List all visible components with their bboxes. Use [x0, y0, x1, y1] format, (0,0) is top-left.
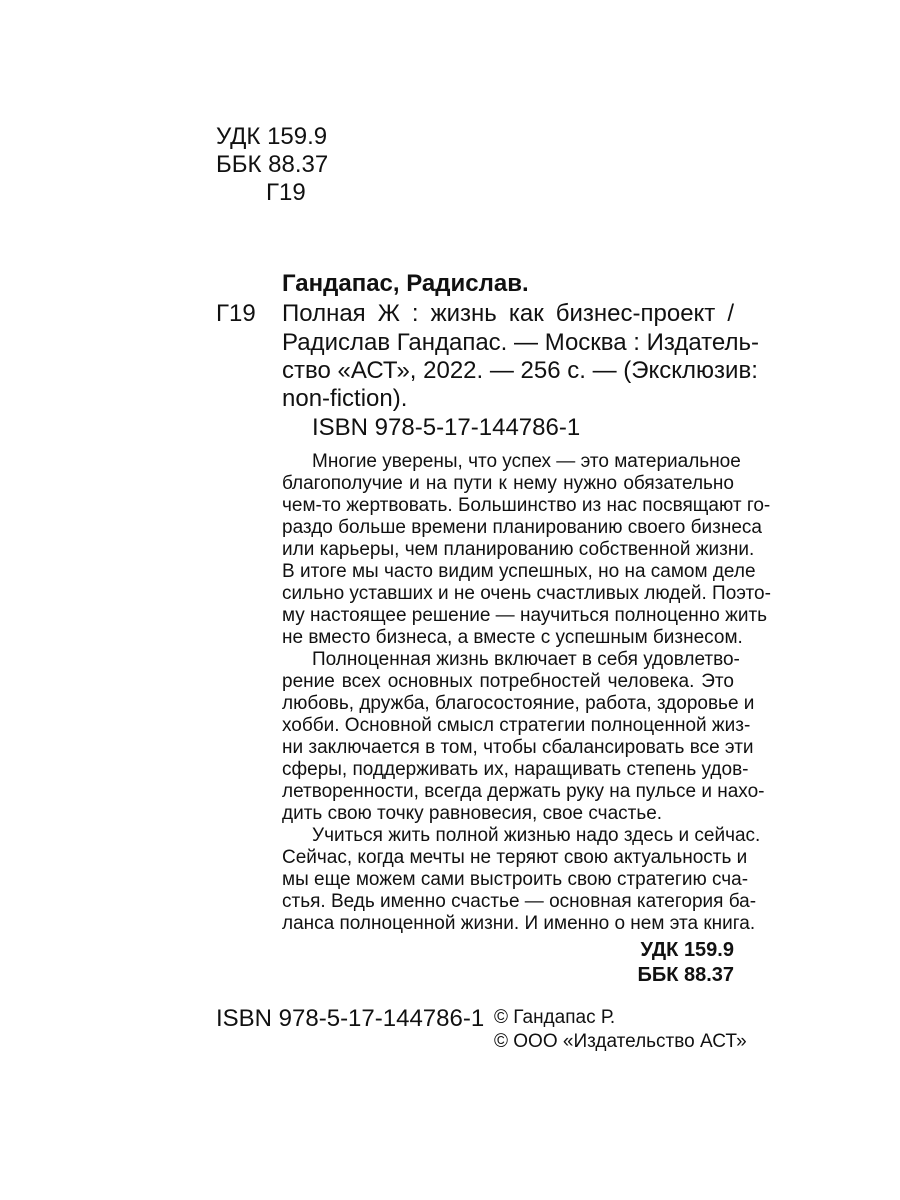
udk-code: УДК 159.9 [216, 123, 328, 150]
annotation-line: не вместо бизнеса, а вместе с успешным бизнесом. [282, 627, 743, 648]
annotation-line: стья. Ведь именно счастье — основная категория ба- [282, 891, 757, 912]
title-line: Радислав Гандапас. — Москва : Издатель- [282, 329, 759, 356]
annotation-line: чем-то жертвовать. Большинство из нас посвящают го- [282, 495, 771, 516]
annotation-line: летворенности, всегда держать руку на пульсе и нахо- [282, 781, 765, 802]
annotation-line: ланса полноценной жизни. И именно о нем эта книга. [282, 913, 756, 934]
title-line: Полная Ж : жизнь как бизнес-проект / [282, 300, 734, 327]
isbn-bottom: ISBN 978-5-17-144786-1 [216, 1005, 485, 1032]
annotation-line: ни заключается в том, чтобы сбалансировать все эти [282, 737, 754, 758]
annotation-line: мы еще можем сами выстроить свою стратегию сча- [282, 869, 749, 890]
annotation-line: благополучие и на пути к нему нужно обязательно [282, 473, 734, 494]
annotation-line: рение всех основных потребностей человека. Это [282, 671, 734, 692]
annotation-line: сферы, поддерживать их, наращивать степень удов- [282, 759, 749, 780]
copyright-publisher: © ООО «Издательство АСТ» [494, 1031, 747, 1052]
isbn: ISBN 978-5-17-144786-1 [312, 414, 581, 441]
author-mark: Г19 [266, 179, 306, 206]
footer-udk-code: УДК 159.9 [640, 939, 734, 961]
record-author-mark: Г19 [216, 300, 256, 327]
title-line: ство «АСТ», 2022. — 256 с. — (Эксклюзив: [282, 357, 758, 384]
annotation-line: му настоящее решение — научиться полноценно жить [282, 605, 768, 626]
annotation-line: Многие уверены, что успех — это материальное [312, 451, 741, 472]
annotation-line: Учиться жить полной жизнью надо здесь и сейчас. [312, 825, 761, 846]
author-name: Гандапас, Радислав. [282, 270, 529, 297]
bbk-code: ББК 88.37 [216, 151, 329, 178]
title-line: non-fiction). [282, 385, 408, 412]
annotation-line: или карьеры, чем планированию собственной жизни. [282, 539, 755, 560]
annotation-line: хобби. Основной смысл стратегии полноценной жиз- [282, 715, 751, 736]
annotation-line: Полноценная жизнь включает в себя удовлетво- [312, 649, 740, 670]
annotation-line: Сейчас, когда мечты не теряют свою актуальность и [282, 847, 748, 868]
annotation-line: В итоге мы часто видим успешных, но на самом деле [282, 561, 756, 582]
annotation-line: раздо больше времени планированию своего бизнеса [282, 517, 762, 538]
footer-bbk-code: ББК 88.37 [637, 964, 734, 986]
copyright-author: © Гандапас Р. [494, 1007, 616, 1028]
annotation-line: сильно уставших и не очень счастливых людей. Поэто- [282, 583, 771, 604]
annotation-line: дить свою точку равновесия, свое счастье. [282, 803, 663, 824]
annotation-line: любовь, дружба, благосостояние, работа, здоровье и [282, 693, 755, 714]
